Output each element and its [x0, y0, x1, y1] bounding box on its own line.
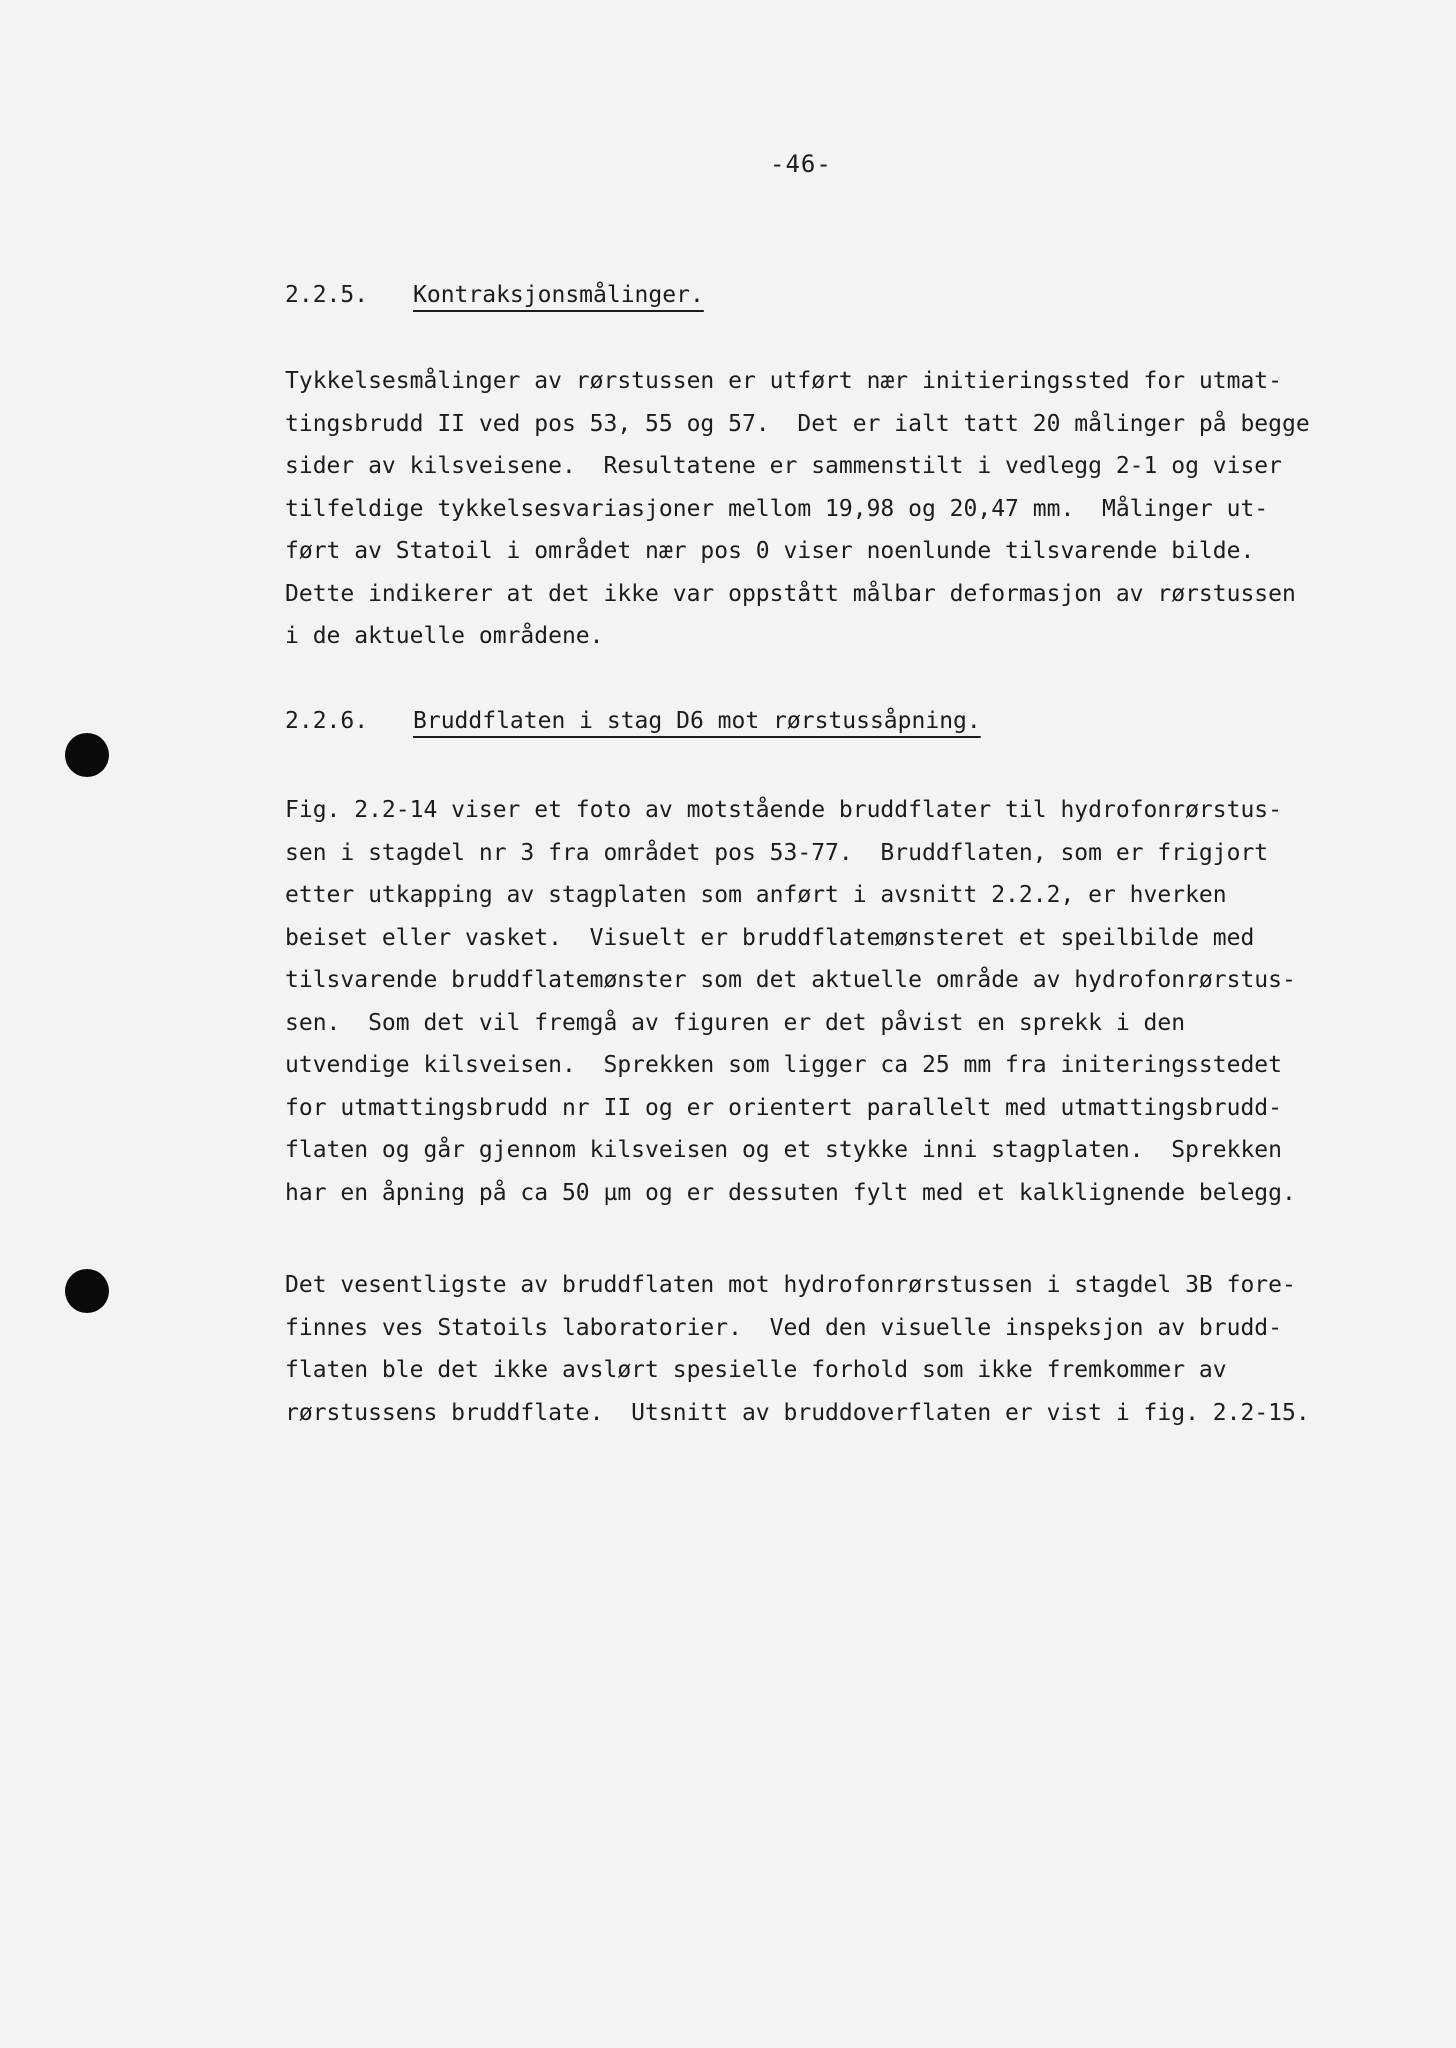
- text-line: sider av kilsveisene. Resultatene er sammenstilt i vedlegg 2-1 og viser: [285, 453, 1282, 479]
- text-line: sen i stagdel nr 3 fra området pos 53-77. Bruddflaten, som er frigjort: [285, 839, 1269, 866]
- page-number: -46-: [770, 150, 832, 178]
- text-line: Det vesentligste av bruddflaten mot hydrofonrørstussen i stagdel 3B fore-: [285, 1272, 1296, 1298]
- text-line: Dette indikerer at det ikke var oppstått målbar deformasjon av rørstussen: [285, 580, 1296, 607]
- text-line: tilfeldige tykkelsesvariasjoner mellom 19,98 og 20,47 mm. Målinger ut-: [285, 495, 1269, 522]
- punch-hole: [65, 1269, 109, 1313]
- text-line: etter utkapping av stagplaten som anført i avsnitt 2.2.2, er hverken: [285, 882, 1227, 908]
- paragraph-statoil-laboratories: [285, 1264, 1345, 1434]
- section-heading-2-2-6: [285, 708, 981, 734]
- text-line: flaten ble det ikke avslørt spesielle forhold som ikke fremkommer av: [285, 1357, 1227, 1383]
- text-line: beiset eller vasket. Visuelt er bruddflatemønsteret et speilbilde med: [285, 924, 1255, 951]
- text-line: flaten og går gjennom kilsveisen og et stykke inni stagplaten. Sprekken: [285, 1137, 1282, 1163]
- text-line: Tykkelsesmålinger av rørstussen er utført nær initieringssted for utmat-: [285, 368, 1282, 394]
- text-line: ført av Statoil i området nær pos 0 viser noenlunde tilsvarende bilde.: [285, 538, 1255, 564]
- text-line: utvendige kilsveisen. Sprekken som ligger ca 25 mm fra initeringsstedet: [285, 1052, 1282, 1078]
- text-line: for utmattingsbrudd nr II og er orientert parallelt med utmattingsbrudd-: [285, 1094, 1282, 1121]
- section-title: Bruddflaten i stag D6 mot rørstussåpning.: [413, 708, 981, 734]
- text-line: sen. Som det vil fremgå av figuren er det påvist en sprekk i den: [285, 1009, 1186, 1036]
- paragraph-fracture-surface-photo: [285, 789, 1345, 1214]
- section-heading-2-2-5: [285, 282, 704, 308]
- punch-hole: [65, 733, 109, 777]
- text-line: finnes ves Statoils laboratorier. Ved den visuelle inspeksjon av brudd-: [285, 1314, 1282, 1341]
- text-line: har en åpning på ca 50 µm og er dessuten fylt med et kalklignende belegg.: [285, 1179, 1296, 1206]
- section-number: 2.2.5.: [285, 282, 369, 308]
- text-line: tilsvarende bruddflatemønster som det aktuelle område av hydrofonrørstus-: [285, 967, 1296, 993]
- text-line: i de aktuelle områdene.: [285, 623, 604, 649]
- paragraph-thickness-measurements: [285, 360, 1345, 658]
- section-title: Kontraksjonsmålinger.: [413, 282, 704, 308]
- text-line: rørstussens bruddflate. Utsnitt av bruddoverflaten er vist i fig. 2.2-15.: [285, 1399, 1310, 1426]
- section-number: 2.2.6.: [285, 708, 369, 734]
- text-line: Fig. 2.2-14 viser et foto av motstående bruddflater til hydrofonrørstus-: [285, 797, 1282, 823]
- text-line: tingsbrudd II ved pos 53, 55 og 57. Det er ialt tatt 20 målinger på begge: [285, 410, 1310, 437]
